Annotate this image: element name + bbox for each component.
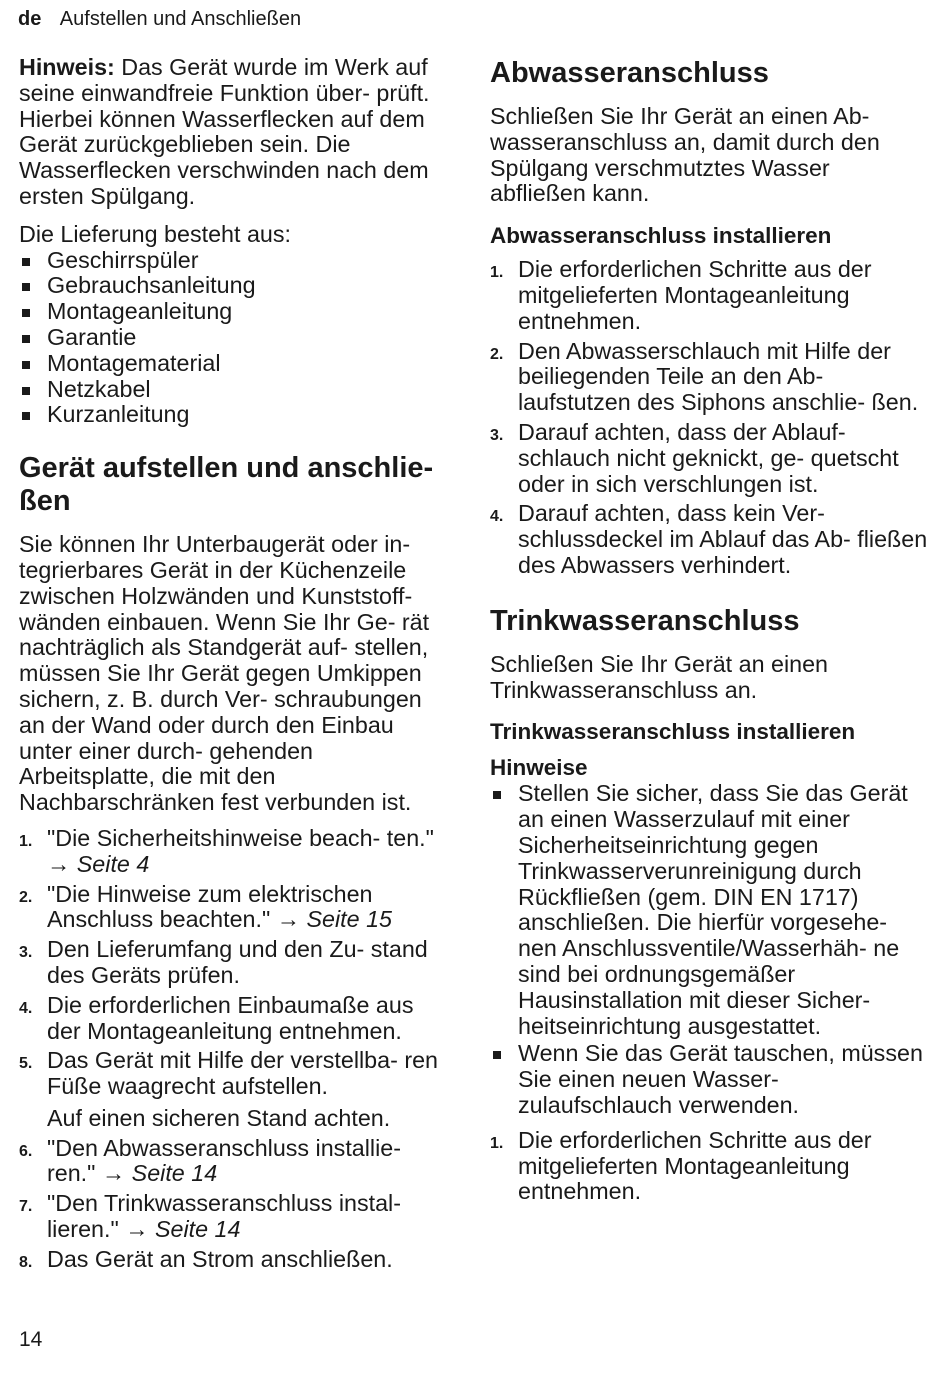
step-text: Den Abwasserschlauch mit Hilfe der beiliegenden Teile an den Ab- laufstutzen des Siphons anschlie- ßen. xyxy=(518,337,919,416)
waste-subheading: Abwasseranschluss installieren xyxy=(490,223,832,249)
step-text: "Den Trinkwasseranschluss instal- lieren." xyxy=(47,1190,401,1243)
page-reference-link[interactable]: Seite 14 xyxy=(125,1160,218,1187)
factory-note xyxy=(19,55,449,210)
list-item: Stellen Sie sicher, dass Sie das Gerät an einen Wasserzulauf mit einer Sicherheitseinrichtung gegen Trinkwasserverunreinigung durch Rückfließen (gem. DIN EN 1717) anschließen. Die hierfür vorgesehe- nen Anschlussventile/Wasserhäh- ne sind bei ordnungsgemäßer Hausinstallation mit dieser Sicher- heitseinrichtung ausgestattet. xyxy=(490,781,930,1039)
page-header xyxy=(18,8,301,31)
page-number: 14 xyxy=(19,1328,43,1351)
step-text: Die erforderlichen Schritte aus der mitgelieferten Montageanleitung entnehmen. xyxy=(518,256,872,334)
list-item xyxy=(490,1128,930,1205)
note-text: Das Gerät wurde im Werk auf seine einwandfreie Funktion über- prüft. Hierbei können Wasserflecken auf dem Gerät zurückgeblieben sein. Die Wasserflecken verschwinden nach dem ersten Spülgang. xyxy=(19,54,430,209)
install-intro: Sie können Ihr Unterbaugerät oder in- tegrierbares Gerät in der Küchenzeile zwischen Holzwänden und Kunststoff- wänden einbauen. Wenn Sie Ihr Ge- rät nachträglich als Standgerät auf- stellen, müssen Sie Ihr Gerät gegen Umkippen sichern, z. B. durch Ver- schraubungen an der Wand oder durch den Einbau unter einer durch- gehenden Arbeitsplatte, die mit den Nachbarschränken fest verbunden ist. xyxy=(19,531,430,816)
page-reference-link[interactable]: Seite 4 xyxy=(70,850,150,877)
step-text: Darauf achten, dass kein Ver- schlussdeckel im Ablauf das Ab- fließen des Abwassers verhindert. xyxy=(518,500,928,578)
arrow-icon: → xyxy=(47,850,71,877)
waste-intro: Schließen Sie Ihr Gerät an einen Ab- wasseranschluss an, damit durch den Spülgang verschmutztes Wasser abfließen kann. xyxy=(490,103,880,207)
list-item: Geschirrspüler xyxy=(19,248,449,274)
arrow-icon: → xyxy=(101,1160,126,1187)
page-reference-link[interactable]: Seite 14 xyxy=(148,1216,241,1243)
notes-heading: Hinweise xyxy=(490,755,588,781)
install-steps xyxy=(19,826,449,1273)
list-item xyxy=(19,1191,449,1243)
step-text: Den Lieferumfang und den Zu- stand des Geräts prüfen. xyxy=(47,936,428,988)
step-text: "Den Abwasseranschluss installie- ren." xyxy=(47,1134,402,1187)
list-item xyxy=(19,937,449,989)
step-number: 4. xyxy=(490,508,504,526)
language-code: de xyxy=(18,8,42,30)
step-number: 1. xyxy=(490,1134,504,1152)
step-number: 5. xyxy=(19,1055,33,1073)
list-item: Wenn Sie das Gerät tauschen, müssen Sie einen neuen Wasser- zulaufschlauch verwenden. xyxy=(490,1041,930,1118)
step-number: 4. xyxy=(19,999,33,1017)
list-item xyxy=(19,882,449,934)
step-text: Das Gerät an Strom anschließen. xyxy=(47,1245,393,1272)
list-item: Garantie xyxy=(19,325,449,351)
page-reference-link[interactable]: Seite 15 xyxy=(300,906,392,933)
step-number: 2. xyxy=(490,345,504,363)
water-steps xyxy=(490,1128,930,1205)
section-heading-waste-water: Abwasseranschluss xyxy=(490,57,769,89)
chapter-title: Aufstellen und Anschließen xyxy=(59,8,302,30)
list-item xyxy=(19,1247,449,1273)
arrow-icon: → xyxy=(125,1216,149,1243)
list-item: Gebrauchsanleitung xyxy=(19,273,449,299)
section-heading-install: Gerät aufstellen und anschlie- ßen xyxy=(19,452,434,518)
list-item: Montageanleitung xyxy=(19,299,449,325)
list-item: Montagematerial xyxy=(19,351,449,377)
arrow-icon: → xyxy=(276,906,301,933)
list-item: Kurzanleitung xyxy=(19,402,449,428)
note-label: Hinweis: xyxy=(19,54,115,80)
right-column xyxy=(490,55,930,1209)
water-subheading: Trinkwasseranschluss installieren xyxy=(490,719,856,745)
step-text: Die erforderlichen Schritte aus der mitgelieferten Montageanleitung entnehmen. xyxy=(518,1126,872,1205)
step-text: Das Gerät mit Hilfe der verstellba- ren Füße waagrecht aufstellen. xyxy=(47,1047,438,1100)
step-number: 6. xyxy=(19,1142,33,1160)
left-column xyxy=(19,55,449,1277)
step-subnote: Auf einen sicheren Stand achten. xyxy=(47,1104,391,1131)
list-item xyxy=(490,257,930,334)
step-text: "Die Hinweise zum elektrischen Anschluss beachten." xyxy=(47,880,373,933)
list-item xyxy=(19,826,449,878)
delivery-list xyxy=(19,248,449,429)
list-item xyxy=(19,1136,449,1188)
step-number: 7. xyxy=(19,1198,33,1216)
step-number: 1. xyxy=(490,264,504,282)
list-item xyxy=(490,420,930,497)
step-text: "Die Sicherheitshinweise beach- ten." xyxy=(47,824,434,851)
list-item xyxy=(490,339,930,416)
water-intro: Schließen Sie Ihr Gerät an einen Trinkwasseranschluss an. xyxy=(490,650,828,703)
step-text: Darauf achten, dass der Ablauf- schlauch nicht geknickt, ge- quetscht oder in sich verschlungen ist. xyxy=(518,418,899,497)
step-number: 3. xyxy=(19,944,33,962)
step-number: 1. xyxy=(19,832,33,850)
notes-list xyxy=(490,781,930,1118)
list-item: Netzkabel xyxy=(19,377,449,403)
step-number: 2. xyxy=(19,888,33,906)
step-number: 3. xyxy=(490,426,504,444)
delivery-intro: Die Lieferung besteht aus: xyxy=(19,220,291,247)
step-text: Die erforderlichen Einbaumaße aus der Montageanleitung entnehmen. xyxy=(47,991,414,1044)
section-heading-drinking-water: Trinkwasseranschluss xyxy=(490,604,800,637)
waste-steps xyxy=(490,257,930,579)
list-item xyxy=(490,501,930,578)
list-item xyxy=(19,1048,449,1131)
list-item xyxy=(19,993,449,1045)
step-number: 8. xyxy=(19,1253,33,1271)
